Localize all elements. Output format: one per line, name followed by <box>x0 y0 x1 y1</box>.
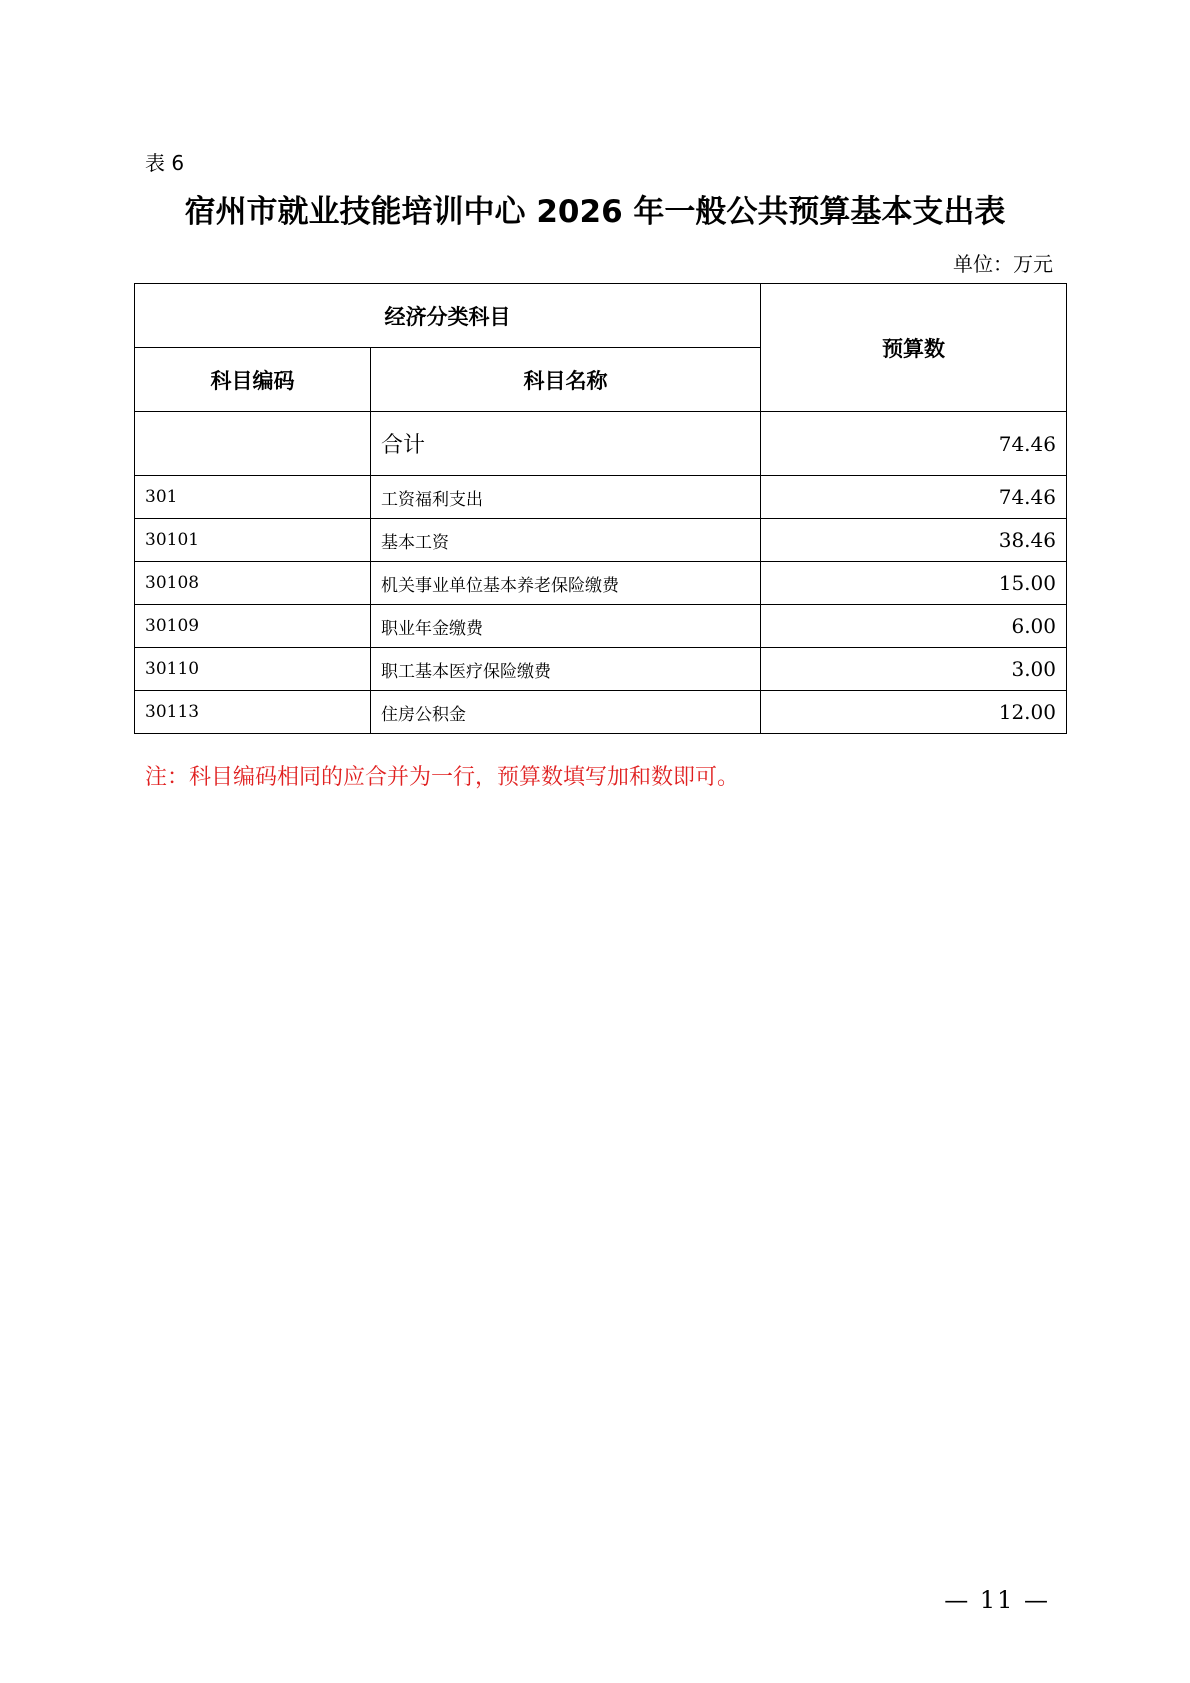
subject-code: 30113 <box>135 691 371 734</box>
subject-code: 30101 <box>135 519 371 562</box>
subject-name: 工资福利支出 <box>371 476 761 519</box>
subject-name: 职工基本医疗保险缴费 <box>371 648 761 691</box>
header-row-group <box>135 284 1067 348</box>
table-row <box>135 562 1067 605</box>
total-code <box>135 412 371 476</box>
subject-name: 住房公积金 <box>371 691 761 734</box>
subject-code: 30109 <box>135 605 371 648</box>
table-row <box>135 519 1067 562</box>
subject-name: 职业年金缴费 <box>371 605 761 648</box>
total-name: 合计 <box>371 412 761 476</box>
subject-code: 30108 <box>135 562 371 605</box>
budget-amount: 15.00 <box>761 562 1067 605</box>
table-note: 注：科目编码相同的应合并为一行，预算数填写加和数即可。 <box>145 765 740 790</box>
page-number: — 11 — <box>944 1586 1050 1614</box>
budget-amount: 74.46 <box>761 476 1067 519</box>
budget-amount: 38.46 <box>761 519 1067 562</box>
table-row <box>135 648 1067 691</box>
subject-code: 301 <box>135 476 371 519</box>
budget-amount: 12.00 <box>761 691 1067 734</box>
budget-amount: 3.00 <box>761 648 1067 691</box>
budget-table <box>134 283 1067 734</box>
table-row <box>135 476 1067 519</box>
subject-code: 30110 <box>135 648 371 691</box>
header-budget-amount: 预算数 <box>761 284 1067 412</box>
table-row <box>135 691 1067 734</box>
subject-name: 机关事业单位基本养老保险缴费 <box>371 562 761 605</box>
budget-amount: 6.00 <box>761 605 1067 648</box>
document-title: 宿州市就业技能培训中心 2026 年一般公共预算基本支出表 <box>184 194 1006 230</box>
header-economic-category: 经济分类科目 <box>135 284 761 348</box>
total-amount: 74.46 <box>761 412 1067 476</box>
table-row <box>135 605 1067 648</box>
header-subject-name: 科目名称 <box>371 348 761 412</box>
header-subject-code: 科目编码 <box>135 348 371 412</box>
total-row <box>135 412 1067 476</box>
subject-name: 基本工资 <box>371 519 761 562</box>
table-label: 表 6 <box>145 151 185 175</box>
unit-label: 单位：万元 <box>953 252 1053 276</box>
